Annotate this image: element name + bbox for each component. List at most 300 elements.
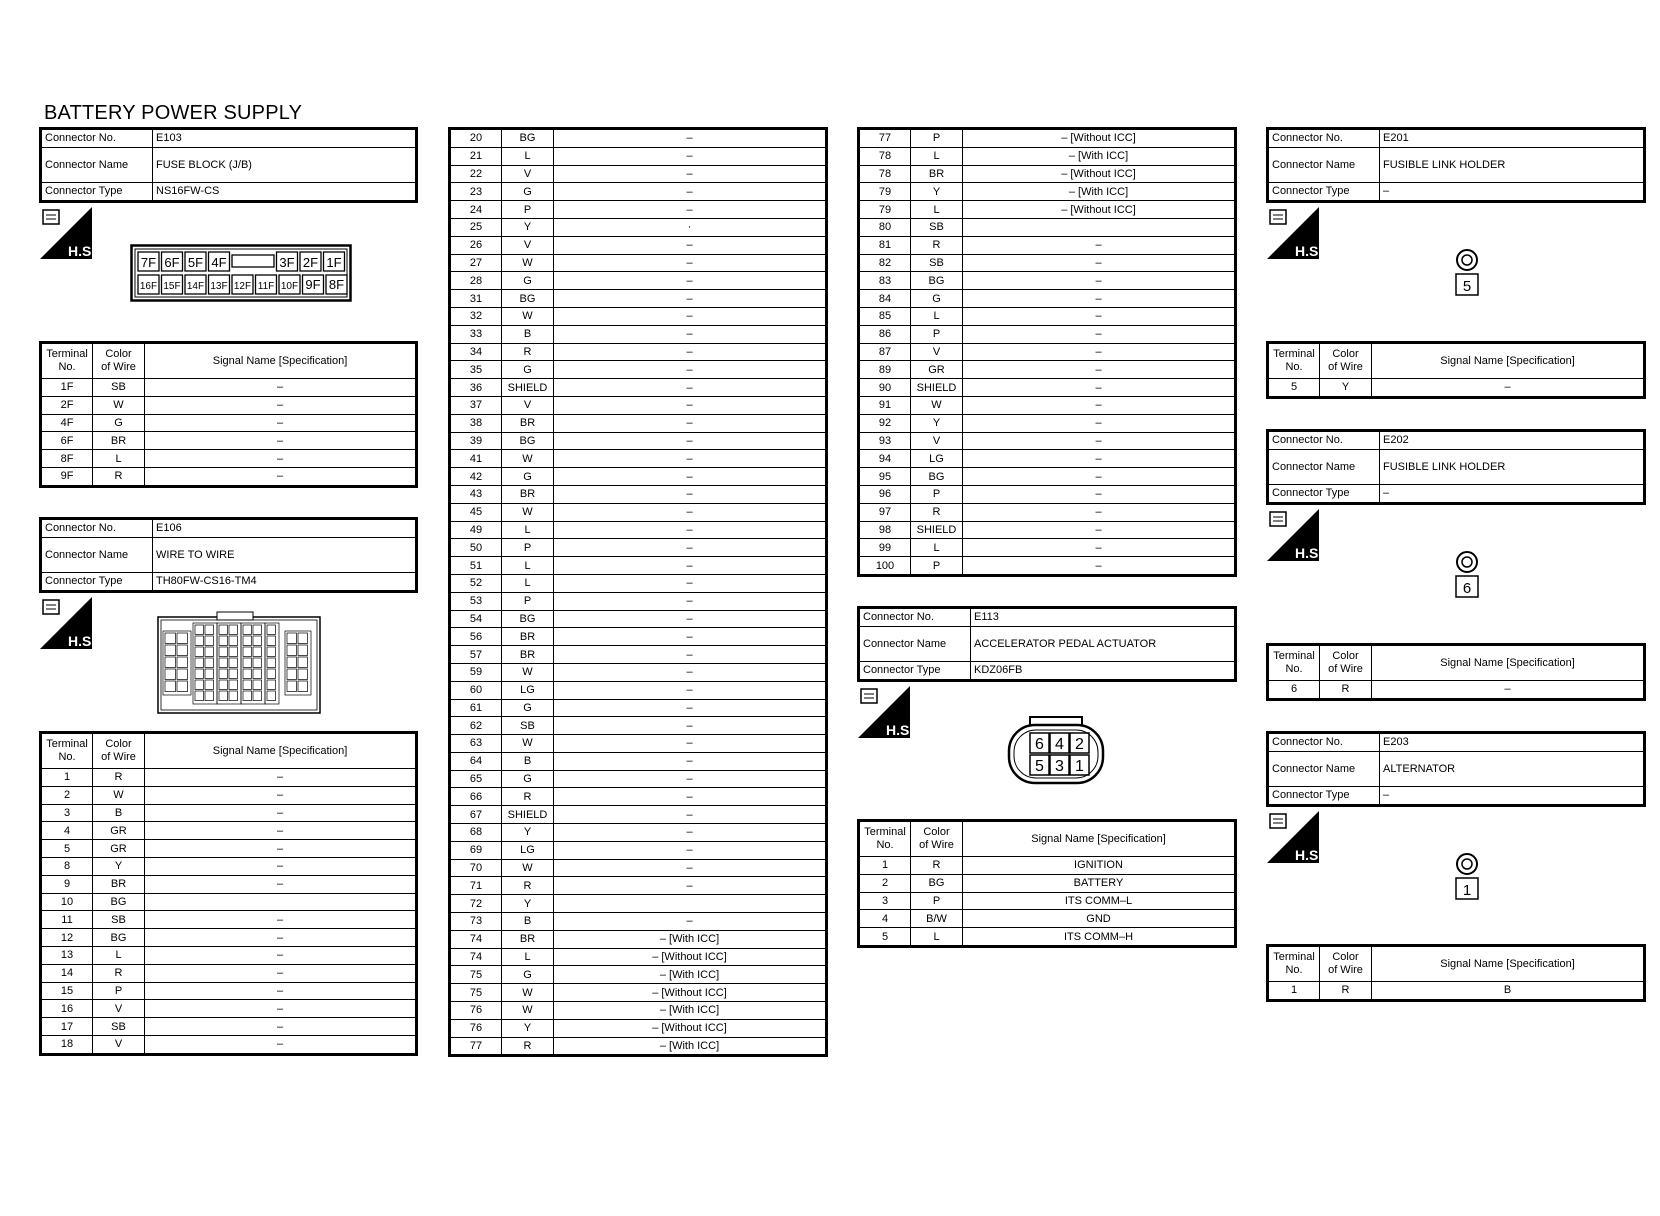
signal-name (554, 895, 827, 913)
terminal-no: 6F (41, 432, 93, 450)
wire-color: GR (93, 840, 145, 858)
table-row (450, 574, 827, 592)
table-row (859, 343, 1236, 361)
wire-color: W (502, 984, 554, 1002)
terminal-no: 59 (450, 663, 502, 681)
signal-name: – (554, 717, 827, 735)
wire-color: G (502, 966, 554, 984)
label-connector-type: Connector Type (41, 182, 153, 201)
pin-label: 6 (1035, 736, 1044, 753)
terminal-no: 13 (41, 946, 93, 964)
table-row (859, 183, 1236, 201)
wire-color: L (93, 946, 145, 964)
signal-name: – (554, 129, 827, 148)
signal-name: B (1372, 982, 1645, 1001)
cavity (195, 680, 204, 690)
table-row (450, 379, 827, 397)
table-row (450, 948, 827, 966)
header-terminal: Terminal No. (1268, 343, 1320, 379)
signal-name: – (554, 165, 827, 183)
wire-color: L (93, 450, 145, 468)
signal-name: – (554, 592, 827, 610)
cavity (253, 636, 262, 646)
cavity (205, 680, 214, 690)
connector-type-value: TH80FW-CS16-TM4 (153, 572, 417, 591)
signal-name: – (554, 450, 827, 468)
signal-name: – (145, 911, 417, 929)
table-row (859, 521, 1236, 539)
wire-color: G (502, 468, 554, 486)
signal-name: – (554, 201, 827, 219)
signal-name: – [Without ICC] (554, 1019, 827, 1037)
table-row (450, 468, 827, 486)
cavity (205, 691, 214, 701)
wire-color: BR (502, 930, 554, 948)
signal-name: – (963, 307, 1236, 325)
signal-name: – (554, 307, 827, 325)
table-row (450, 290, 827, 308)
terminal-no: 95 (859, 468, 911, 486)
cavity (195, 658, 204, 668)
table-row (450, 165, 827, 183)
terminal-no: 71 (450, 877, 502, 895)
table-row (450, 1037, 827, 1056)
connector-info-e202 (1266, 429, 1646, 505)
terminal-table-e201 (1266, 341, 1646, 399)
wire-color: P (502, 201, 554, 219)
signal-name: – (963, 254, 1236, 272)
cavity-label: 1F (326, 255, 342, 270)
signal-name: – (963, 361, 1236, 379)
table-row (41, 1018, 417, 1036)
terminal-no: 68 (450, 824, 502, 842)
wire-color: P (502, 539, 554, 557)
table-row (450, 859, 827, 877)
pin-label: 3 (1055, 758, 1064, 775)
table-row (41, 857, 417, 875)
terminal-no: 54 (450, 610, 502, 628)
wire-color: BG (93, 929, 145, 947)
terminal-no: 91 (859, 396, 911, 414)
connector-name-value: FUSIBLE LINK HOLDER (1380, 147, 1645, 182)
table-row (41, 1035, 417, 1054)
cavity (298, 645, 308, 656)
terminal-no: 24 (450, 201, 502, 219)
wire-color: P (93, 982, 145, 1000)
table-row (450, 557, 827, 575)
header-terminal: Terminal No. (859, 821, 911, 857)
table-row (41, 822, 417, 840)
wire-color: W (502, 307, 554, 325)
terminal-no: 6 (1268, 681, 1320, 700)
table-row (450, 218, 827, 236)
label-connector-name: Connector Name (1268, 449, 1380, 484)
wire-color: V (502, 165, 554, 183)
cavity (229, 691, 238, 701)
cavity (232, 255, 274, 267)
signal-name: – (963, 521, 1236, 539)
table-row (450, 503, 827, 521)
signal-name: – (554, 859, 827, 877)
wire-color: Y (502, 218, 554, 236)
cavity (219, 669, 228, 679)
terminal-no: 62 (450, 717, 502, 735)
header-terminal: Terminal No. (1268, 645, 1320, 681)
hs-icon (858, 686, 914, 738)
signal-name: – (554, 539, 827, 557)
signal-name: – (554, 628, 827, 646)
table-row (450, 717, 827, 735)
terminal-no: 35 (450, 361, 502, 379)
terminal-no: 78 (859, 165, 911, 183)
wire-color: G (911, 290, 963, 308)
wire-color: SB (93, 379, 145, 397)
table-row (450, 236, 827, 254)
signal-name: – (554, 521, 827, 539)
terminal-no: 20 (450, 129, 502, 148)
wire-color: GR (93, 822, 145, 840)
wire-color: BG (93, 893, 145, 911)
cavity (205, 658, 214, 668)
connector-info-e201 (1266, 127, 1646, 203)
terminal-no: 5 (859, 928, 911, 947)
signal-name: – (554, 147, 827, 165)
table-row (41, 467, 417, 486)
signal-name (963, 218, 1236, 236)
wire-color: LG (502, 841, 554, 859)
cavity-label: 2F (302, 255, 319, 270)
cavity (267, 669, 276, 679)
pin-label: 5 (1035, 758, 1044, 775)
signal-name: – (145, 964, 417, 982)
wire-color: BG (911, 272, 963, 290)
table-row (859, 874, 1236, 892)
wire-color: Y (911, 183, 963, 201)
table-row (859, 485, 1236, 503)
table-row (859, 236, 1236, 254)
terminal-no: 12 (41, 929, 93, 947)
cavity (253, 691, 262, 701)
terminal-no: 50 (450, 539, 502, 557)
table-row (859, 450, 1236, 468)
svg-text:1: 1 (1462, 882, 1472, 899)
cavity-label: 6F (164, 255, 180, 270)
terminal-no: 1 (1268, 982, 1320, 1001)
table-row (450, 628, 827, 646)
terminal-no: 1 (41, 769, 93, 787)
cavity (229, 669, 238, 679)
signal-name: – [With ICC] (963, 147, 1236, 165)
svg-text:H.S.: H.S. (886, 722, 914, 738)
table-row (450, 610, 827, 628)
terminal-table-e202 (1266, 643, 1646, 701)
wire-color: BG (502, 129, 554, 148)
connector-face-e103 (130, 244, 352, 302)
hs-icon (1267, 509, 1323, 561)
signal-name: – (145, 822, 417, 840)
wire-color: B (502, 325, 554, 343)
connector-no-value: E201 (1380, 129, 1645, 148)
wire-color: SB (93, 1018, 145, 1036)
signal-name: – [Without ICC] (963, 201, 1236, 219)
signal-name: – (963, 450, 1236, 468)
table-row (450, 646, 827, 664)
table-row (450, 699, 827, 717)
cavity-label: 11F (257, 281, 275, 292)
terminal-no: 4 (41, 822, 93, 840)
cavity (229, 625, 238, 635)
signal-name: – (554, 699, 827, 717)
cavity (243, 647, 252, 657)
terminal-no: 51 (450, 557, 502, 575)
signal-name: – (554, 272, 827, 290)
terminal-no: 23 (450, 183, 502, 201)
terminal-no: 82 (859, 254, 911, 272)
terminal-no: 65 (450, 770, 502, 788)
signal-name: – (554, 183, 827, 201)
table-row (41, 911, 417, 929)
terminal-no: 9 (41, 875, 93, 893)
wire-color: Y (502, 1019, 554, 1037)
signal-name: BATTERY (963, 874, 1236, 892)
cavity-label: 15F (163, 281, 181, 292)
table-row (859, 396, 1236, 414)
signal-name (145, 893, 417, 911)
table-row (859, 254, 1236, 272)
connector-name-value: ACCELERATOR PEDAL ACTUATOR (971, 626, 1236, 661)
table-row (450, 895, 827, 913)
terminal-no: 77 (450, 1037, 502, 1056)
cavity (195, 636, 204, 646)
signal-name: – (554, 468, 827, 486)
cavity (165, 633, 176, 644)
signal-name: – (554, 254, 827, 272)
signal-name: – (554, 557, 827, 575)
terminal-no: 81 (859, 236, 911, 254)
wire-color: SHIELD (911, 379, 963, 397)
wire-color: G (502, 183, 554, 201)
cavity-label: 10F (280, 281, 299, 292)
wire-color: R (911, 503, 963, 521)
wire-color: BR (93, 432, 145, 450)
terminal-no: 72 (450, 895, 502, 913)
signal-name: · (554, 218, 827, 236)
cavity-label: 16F (139, 281, 158, 292)
terminal-no: 1F (41, 379, 93, 397)
hs-icon (40, 597, 96, 649)
table-row (41, 396, 417, 414)
terminal-no: 85 (859, 307, 911, 325)
cavity (287, 645, 297, 656)
wire-color: L (502, 948, 554, 966)
terminal-ring-e201 (1454, 249, 1480, 297)
cavity-label: 3F (279, 255, 295, 270)
hs-icon (1267, 207, 1323, 259)
terminal-no: 79 (859, 183, 911, 201)
signal-name: – (554, 343, 827, 361)
signal-name: – (554, 236, 827, 254)
terminal-no: 34 (450, 343, 502, 361)
signal-name: – (963, 379, 1236, 397)
terminal-no: 4 (859, 910, 911, 928)
signal-name: – (554, 788, 827, 806)
signal-name: ITS COMM–H (963, 928, 1236, 947)
terminal-no: 64 (450, 752, 502, 770)
table-row (450, 841, 827, 859)
terminal-no: 25 (450, 218, 502, 236)
table-row (450, 254, 827, 272)
wire-color: SB (911, 218, 963, 236)
table-row (859, 910, 1236, 928)
signal-name: – (554, 752, 827, 770)
signal-name: – (145, 769, 417, 787)
signal-name: – (554, 361, 827, 379)
terminal-table-e106-b (448, 127, 828, 1057)
cavity (205, 647, 214, 657)
cavity-label: 8F (328, 277, 345, 292)
terminal-no: 15 (41, 982, 93, 1000)
wire-color: BG (502, 432, 554, 450)
wire-color: R (93, 964, 145, 982)
wire-color: BR (502, 485, 554, 503)
cavity (253, 680, 262, 690)
cavity (267, 680, 276, 690)
label-connector-name: Connector Name (859, 626, 971, 661)
terminal-no: 92 (859, 414, 911, 432)
table-row (450, 735, 827, 753)
wire-color: BR (93, 875, 145, 893)
wire-color: P (911, 557, 963, 576)
header-color: Color of Wire (1320, 343, 1372, 379)
terminal-no: 5 (1268, 379, 1320, 398)
terminal-no: 18 (41, 1035, 93, 1054)
connector-no-value: E103 (153, 129, 417, 148)
cavity (195, 669, 204, 679)
wire-color: SB (93, 911, 145, 929)
wire-color: W (93, 396, 145, 414)
terminal-no: 74 (450, 948, 502, 966)
table-row (41, 379, 417, 397)
terminal-no: 96 (859, 485, 911, 503)
terminal-no: 14 (41, 964, 93, 982)
signal-name: – [Without ICC] (963, 129, 1236, 148)
label-connector-no: Connector No. (859, 608, 971, 627)
wire-color: B/W (911, 910, 963, 928)
signal-name: – (1372, 681, 1645, 700)
table-row (41, 432, 417, 450)
cavity (219, 625, 228, 635)
connector-no-value: E106 (153, 519, 417, 538)
table-row (450, 663, 827, 681)
table-row (859, 468, 1236, 486)
terminal-no: 45 (450, 503, 502, 521)
terminal-no: 53 (450, 592, 502, 610)
terminal-no: 28 (450, 272, 502, 290)
terminal-no: 4F (41, 414, 93, 432)
terminal-no: 8 (41, 857, 93, 875)
header-terminal: Terminal No. (41, 733, 93, 769)
wire-color: P (911, 129, 963, 148)
wire-color: L (911, 928, 963, 947)
label-connector-no: Connector No. (41, 519, 153, 538)
label-connector-no: Connector No. (41, 129, 153, 148)
svg-text:6: 6 (1462, 580, 1472, 597)
hs-icon (40, 207, 96, 259)
cavity (243, 636, 252, 646)
wire-color: V (502, 396, 554, 414)
table-row (1268, 681, 1645, 700)
signal-name: – (554, 396, 827, 414)
connector-name-value: FUSIBLE LINK HOLDER (1380, 449, 1645, 484)
terminal-no: 75 (450, 966, 502, 984)
terminal-no: 75 (450, 984, 502, 1002)
terminal-no: 39 (450, 432, 502, 450)
terminal-no: 86 (859, 325, 911, 343)
cavity (253, 669, 262, 679)
cavity-label: 14F (186, 281, 205, 292)
wire-color: W (502, 254, 554, 272)
signal-name: – (554, 913, 827, 931)
wire-color: BR (911, 165, 963, 183)
cavity (177, 657, 188, 668)
wire-color: R (93, 467, 145, 486)
wire-color: V (502, 236, 554, 254)
cavity-label: 7F (140, 255, 157, 270)
cavity (219, 636, 228, 646)
header-terminal: Terminal No. (41, 343, 93, 379)
label-connector-no: Connector No. (1268, 733, 1380, 752)
terminal-no: 42 (450, 468, 502, 486)
wire-color: SHIELD (502, 806, 554, 824)
wire-color: W (502, 859, 554, 877)
terminal-no: 89 (859, 361, 911, 379)
signal-name: – (145, 1000, 417, 1018)
header-color: Color of Wire (1320, 645, 1372, 681)
signal-name: – [With ICC] (554, 930, 827, 948)
cavity (205, 636, 214, 646)
terminal-no: 80 (859, 218, 911, 236)
table-row (41, 450, 417, 468)
header-signal: Signal Name [Specification] (1372, 645, 1645, 681)
signal-name: – (963, 396, 1236, 414)
wire-color: L (911, 147, 963, 165)
signal-name: – (145, 929, 417, 947)
table-row (859, 147, 1236, 165)
wire-color: P (911, 485, 963, 503)
signal-name: ITS COMM–L (963, 892, 1236, 910)
signal-name: – (554, 770, 827, 788)
wire-color: B (502, 913, 554, 931)
header-color: Color of Wire (93, 733, 145, 769)
table-row (450, 147, 827, 165)
cavity (243, 658, 252, 668)
cavity-label: 12F (233, 281, 252, 292)
cavity (165, 645, 176, 656)
signal-name: – (554, 841, 827, 859)
terminal-no: 38 (450, 414, 502, 432)
signal-name: – (554, 574, 827, 592)
svg-text:H.S.: H.S. (68, 243, 96, 259)
connector-type-value: – (1380, 484, 1645, 503)
signal-name: – (963, 272, 1236, 290)
terminal-no: 43 (450, 485, 502, 503)
table-row (859, 379, 1236, 397)
wire-color: L (502, 574, 554, 592)
cavity-label: 9F (305, 277, 321, 292)
table-row (450, 485, 827, 503)
header-terminal: Terminal No. (1268, 946, 1320, 982)
signal-name: – [With ICC] (554, 1037, 827, 1056)
